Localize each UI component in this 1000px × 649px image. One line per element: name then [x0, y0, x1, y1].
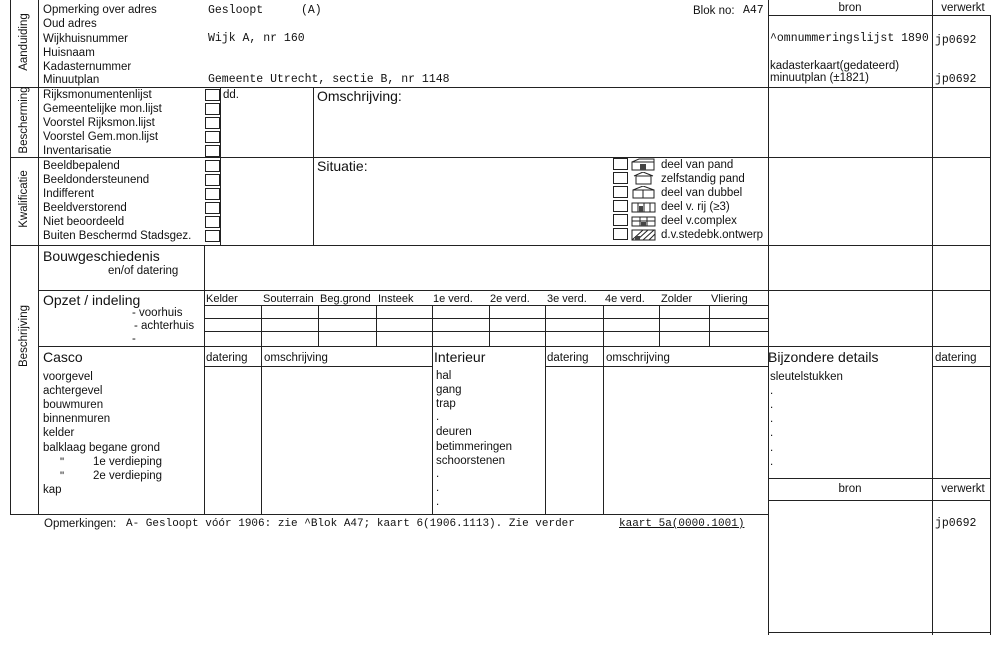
header-verwerkt: verwerkt — [941, 2, 985, 14]
situatie-checkbox[interactable] — [613, 200, 628, 212]
section-label-bescherming: Bescherming — [18, 86, 30, 154]
rule — [10, 514, 768, 515]
casco-item: binnenmuren — [43, 413, 111, 425]
situatie-checkbox[interactable] — [613, 228, 628, 240]
building-complex-icon — [631, 214, 657, 227]
kwalificatie-item: Indifferent — [43, 188, 94, 200]
rule — [204, 346, 205, 514]
rule — [10, 0, 11, 514]
rule — [603, 346, 604, 514]
urban-design-icon — [631, 228, 657, 241]
kwalificatie-item: Beeldbepalend — [43, 160, 120, 172]
label-minuutplan: Minuutplan — [43, 74, 100, 86]
rule — [38, 346, 768, 347]
casco-item: achtergevel — [43, 385, 103, 397]
rule — [768, 0, 769, 635]
bijzondere-verwerkt: verwerkt — [941, 483, 985, 495]
source-2-code: jp0692 — [935, 73, 977, 86]
opzet-column-header: 1e verd. — [433, 293, 473, 305]
casco-item: kap — [43, 484, 62, 496]
source-1: ^omnummeringslijst 1890 — [770, 32, 929, 45]
label-wijkhuisnummer: Wijkhuisnummer — [43, 33, 128, 45]
bescherming-checkbox[interactable] — [205, 117, 220, 129]
wijk-value: Wijk A, nr 160 — [208, 32, 305, 45]
rule — [768, 245, 990, 246]
kwalificatie-item: Beeldondersteunend — [43, 174, 150, 186]
bijzondere-bron: bron — [838, 483, 862, 495]
rule — [432, 346, 433, 514]
rule — [220, 87, 221, 245]
label-kadasternummer: Kadasternummer — [43, 61, 132, 73]
header-bron: bron — [838, 2, 862, 14]
situatie-checkbox[interactable] — [613, 172, 628, 184]
interieur-title: Interieur — [434, 349, 486, 365]
rule — [38, 290, 768, 291]
rule — [545, 346, 546, 514]
rule — [204, 366, 432, 367]
rule — [261, 346, 262, 514]
situatie-option: zelfstandig pand — [661, 173, 745, 185]
bijzondere-item: sleutelstukken — [770, 371, 843, 383]
opzet-column-header: Zolder — [661, 293, 693, 305]
opzet-column-header: 2e verd. — [490, 293, 530, 305]
bouwgeschiedenis-title: Bouwgeschiedenis — [43, 248, 160, 264]
rule — [768, 290, 990, 291]
source-2b: minuutplan (±1821) — [770, 72, 870, 84]
kwalificatie-item: Niet beoordeeld — [43, 216, 125, 228]
casco-item: voorgevel — [43, 371, 93, 383]
kwalificatie-checkbox[interactable] — [205, 230, 220, 242]
dd-label: dd. — [223, 89, 239, 101]
source-1-code: jp0692 — [935, 34, 977, 47]
opzet-column-header: 3e verd. — [547, 293, 587, 305]
rule — [990, 15, 991, 635]
rule — [768, 478, 990, 479]
bijzondere-item: . — [770, 399, 774, 411]
ditto-mark: " — [60, 457, 65, 469]
bijzondere-item: . — [770, 442, 774, 454]
omschrijving-label: Omschrijving: — [317, 88, 402, 104]
opzet-column-header: Vliering — [711, 293, 748, 305]
rule — [659, 305, 660, 346]
rule — [932, 0, 933, 635]
building-part-icon — [631, 158, 657, 171]
bijzondere-item: . — [770, 427, 774, 439]
interieur-item: schoorstenen — [436, 455, 506, 467]
rule — [10, 245, 768, 246]
bescherming-checkbox[interactable] — [205, 103, 220, 115]
label-opmerking-adres: Opmerking over adres — [43, 4, 157, 16]
blok-label: Blok no: — [693, 5, 735, 17]
bescherming-item: Inventarisatie — [43, 145, 112, 157]
kwalificatie-checkbox[interactable] — [205, 216, 220, 228]
bijzondere-datering: datering — [935, 352, 977, 364]
section-label-aanduiding: Aanduiding — [18, 13, 30, 71]
label-huisnaam: Huisnaam — [43, 47, 95, 59]
interieur-item: . — [436, 468, 440, 480]
casco-title: Casco — [43, 349, 83, 365]
opmerkingen-link[interactable]: kaart 5a(0000.1001) — [619, 518, 745, 530]
opzet-row-label: - — [132, 333, 136, 345]
rule — [204, 318, 768, 319]
bijzondere-title: Bijzondere details — [768, 349, 879, 365]
bescherming-checkbox[interactable] — [205, 145, 220, 157]
remark-code: (A) — [301, 4, 322, 17]
opzet-column-header: Insteek — [378, 293, 414, 305]
casco-item: 2e verdieping — [93, 470, 163, 482]
bescherming-item: Rijksmonumentenlijst — [43, 89, 152, 101]
building-double-icon — [631, 186, 657, 199]
bescherming-checkbox[interactable] — [205, 89, 220, 101]
kwalificatie-checkbox[interactable] — [205, 188, 220, 200]
situatie-label: Situatie: — [317, 158, 368, 174]
interieur-item: deuren — [436, 426, 472, 438]
building-standalone-icon — [631, 172, 657, 185]
opmerkingen-code: jp0692 — [935, 517, 977, 530]
section-label-beschrijving: Beschrijving — [18, 305, 30, 367]
rule — [376, 305, 377, 346]
remark-value: Gesloopt — [208, 4, 264, 17]
kwalificatie-checkbox[interactable] — [205, 202, 220, 214]
bescherming-item: Voorstel Gem.mon.lijst — [43, 131, 159, 143]
casco-item: bouwmuren — [43, 399, 104, 411]
opzet-row-label: - voorhuis — [132, 307, 183, 319]
ditto-mark: " — [60, 471, 65, 483]
bijzondere-item: . — [770, 456, 774, 468]
opzet-column-header: Kelder — [206, 293, 238, 305]
rule — [932, 366, 990, 367]
situatie-option: deel v. rij (≥3) — [661, 201, 730, 213]
rule — [768, 87, 990, 88]
bijzondere-item: . — [770, 385, 774, 397]
casco-item: 1e verdieping — [93, 456, 163, 468]
blok-value: A47 — [743, 4, 764, 17]
interieur-datering: datering — [547, 352, 589, 364]
opmerkingen-label: Opmerkingen: — [44, 518, 117, 530]
bescherming-item: Voorstel Rijksmon.lijst — [43, 117, 155, 129]
interieur-item: hal — [436, 370, 452, 382]
opzet-column-header: Beg.grond — [320, 293, 371, 305]
situatie-option: deel van dubbel — [661, 187, 743, 199]
opzet-column-header: 4e verd. — [605, 293, 645, 305]
kwalificatie-item: Buiten Beschermd Stadsgez. — [43, 230, 192, 242]
rule — [489, 305, 490, 346]
interieur-omschrijving: omschrijving — [606, 352, 670, 364]
rule — [545, 366, 768, 367]
interieur-item: betimmeringen — [436, 441, 513, 453]
rule — [603, 305, 604, 346]
bescherming-checkbox[interactable] — [205, 131, 220, 143]
section-label-kwalificatie: Kwalificatie — [18, 170, 30, 228]
bescherming-item: Gemeentelijke mon.lijst — [43, 103, 162, 115]
situatie-checkbox[interactable] — [613, 158, 628, 170]
opzet-column-header: Souterrain — [263, 293, 314, 305]
situatie-option: deel v.complex — [661, 215, 737, 227]
situatie-option: d.v.stedebk.ontwerp — [661, 229, 764, 241]
interieur-item: gang — [436, 384, 462, 396]
building-row-icon — [631, 200, 657, 213]
opzet-row-label: - achterhuis — [134, 320, 195, 332]
casco-omschrijving: omschrijving — [264, 352, 328, 364]
interieur-item: . — [436, 496, 440, 508]
interieur-item: . — [436, 411, 440, 423]
casco-datering: datering — [206, 352, 248, 364]
label-oud-adres: Oud adres — [43, 18, 97, 30]
situatie-option: deel van pand — [661, 159, 734, 171]
rule — [545, 305, 546, 346]
situatie-checkbox[interactable] — [613, 186, 628, 198]
rule — [318, 305, 319, 346]
source-2a: kadasterkaart(gedateerd) — [770, 60, 900, 72]
rule — [709, 305, 710, 346]
rule — [768, 157, 990, 158]
rule — [313, 87, 314, 245]
bijzondere-item: . — [770, 413, 774, 425]
casco-item: kelder — [43, 427, 75, 439]
rule — [261, 305, 262, 346]
minuutplan-value: Gemeente Utrecht, sectie B, nr 1148 — [208, 73, 450, 86]
casco-item: balklaag begane grond — [43, 442, 161, 454]
kwalificatie-item: Beeldverstorend — [43, 202, 127, 214]
interieur-item: trap — [436, 398, 456, 410]
kwalificatie-checkbox[interactable] — [205, 160, 220, 172]
rule — [432, 305, 433, 346]
situatie-checkbox[interactable] — [613, 214, 628, 226]
rule — [204, 331, 768, 332]
kwalificatie-checkbox[interactable] — [205, 174, 220, 186]
opzet-title: Opzet / indeling — [43, 292, 141, 308]
opmerkingen-text: A- Gesloopt vóór 1906: zie ^Blok A47; kaart 6(1906.1113). Zie verder — [126, 518, 575, 530]
rule — [768, 500, 990, 501]
rule — [768, 346, 990, 347]
bouwgeschiedenis-subtitle: en/of datering — [108, 265, 179, 277]
rule — [38, 0, 39, 514]
rule — [768, 15, 990, 16]
interieur-item: . — [436, 482, 440, 494]
rule — [768, 632, 990, 633]
